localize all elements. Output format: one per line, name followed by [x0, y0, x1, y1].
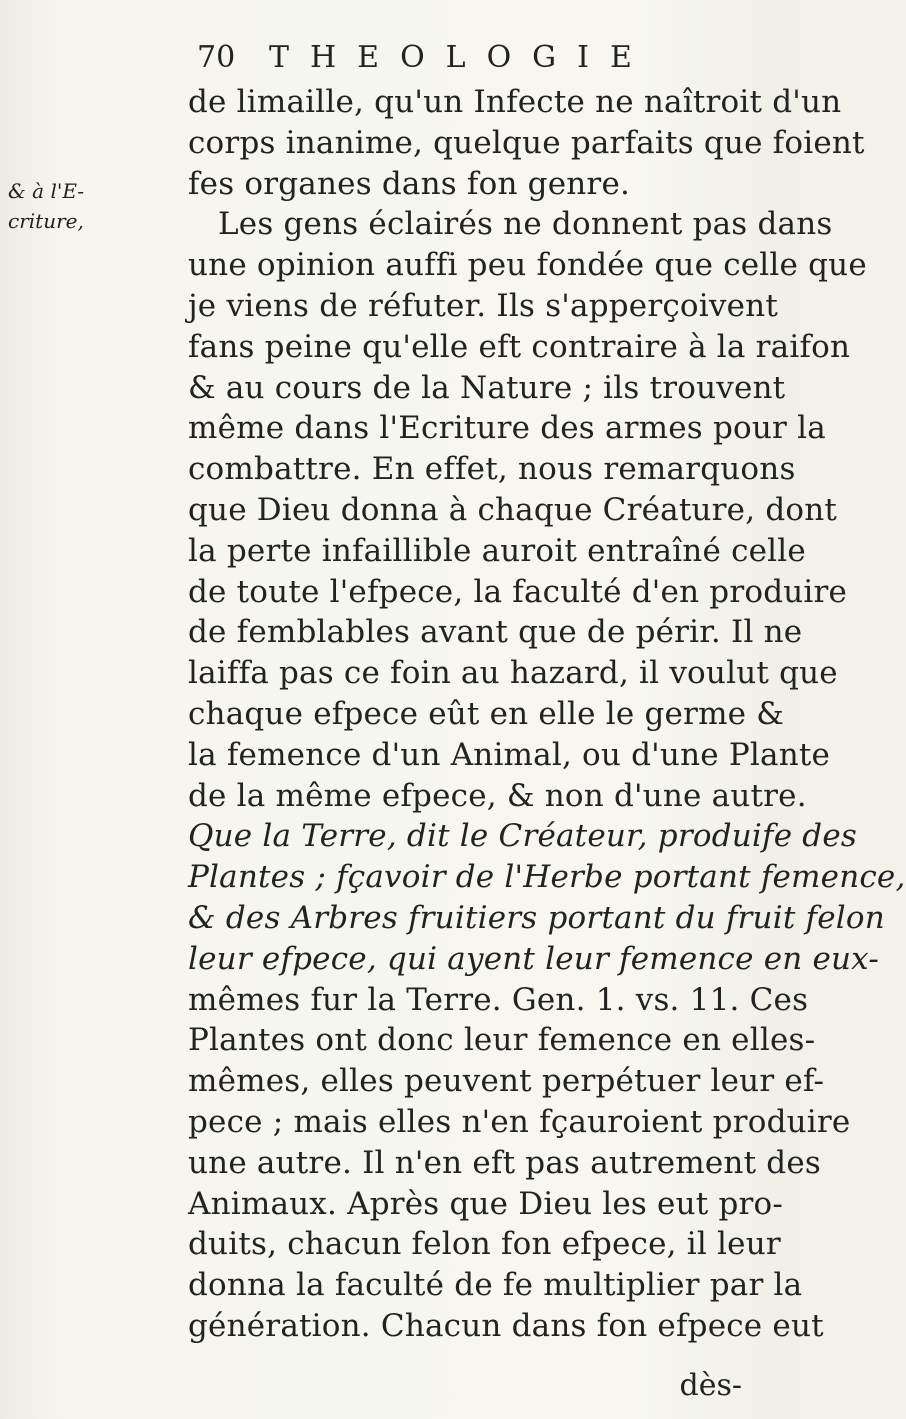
text-line: pece ; mais elles n'en fçauroient produire: [188, 1103, 851, 1140]
text-line: de la même efpece, & non d'une autre.: [188, 777, 807, 814]
text-line: donna la faculté de fe multiplier par la: [188, 1267, 803, 1304]
page-number: 70: [197, 40, 236, 75]
text-line: combattre. En effet, nous remarquons: [188, 451, 796, 488]
text-line: Plantes ; fçavoir de l'Herbe portant femence,: [188, 859, 906, 896]
text-line: que Dieu donna à chaque Créature, dont: [188, 491, 838, 528]
text-line: duits, chacun felon fon efpece, il leur: [188, 1226, 781, 1263]
margin-note-line: criture,: [8, 209, 84, 233]
text-line: une opinion auffi peu fondée que celle que: [188, 247, 867, 284]
margin-note: [8, 176, 96, 236]
margin-note-line: & à l'E-: [8, 179, 85, 203]
text-line: la perte infaillible auroit entraîné celle: [188, 532, 806, 569]
text-line: corps inanime, quelque parfaits que foient: [188, 124, 865, 161]
text-line: la femence d'un Animal, ou d'une Plante: [188, 736, 831, 773]
text-line: même dans l'Ecriture des armes pour la: [188, 410, 826, 447]
text-line: de limaille, qu'un Infecte ne naîtroit d'un: [188, 84, 842, 120]
text-line: Animaux. Après que Dieu les eut pro-: [188, 1185, 784, 1222]
text-line: fes organes dans fon genre.: [188, 165, 631, 202]
running-title: THEOLOGIE: [269, 40, 653, 75]
text-line: mêmes, elles peuvent perpétuer leur ef-: [188, 1063, 825, 1100]
text-line: laiffa pas ce foin au hazard, il voulut que: [188, 655, 838, 692]
text-line: de toute l'efpece, la faculté d'en produire: [188, 573, 848, 610]
text-line: une autre. Il n'en eft pas autrement des: [188, 1144, 821, 1181]
text-line: Les gens éclairés ne donnent pas dans: [218, 206, 833, 243]
text-line: Que la Terre, dit le Créateur, produife des: [188, 818, 857, 855]
text-line: Plantes ont donc leur femence en elles-: [188, 1022, 816, 1059]
catchword: dès-: [679, 1368, 742, 1403]
text-line: & au cours de la Nature ; ils trouvent: [188, 369, 786, 406]
text-line: je viens de réfuter. Ils s'apperçoivent: [188, 287, 778, 324]
text-line: & des Arbres fruitiers portant du fruit felon: [188, 899, 885, 936]
text-line: génération. Chacun dans fon efpece eut: [188, 1307, 824, 1344]
text-line: mêmes fur la Terre. Gen. 1. vs. 11. Ces: [188, 981, 809, 1018]
body-text: [188, 82, 906, 1347]
text-line: chaque efpece eût en elle le germe &: [188, 695, 785, 732]
text-line: de femblables avant que de périr. Il ne: [188, 614, 803, 651]
text-line: leur efpece, qui ayent leur femence en eux-: [188, 940, 879, 977]
text-line: fans peine qu'elle eft contraire à la raifon: [188, 328, 851, 365]
